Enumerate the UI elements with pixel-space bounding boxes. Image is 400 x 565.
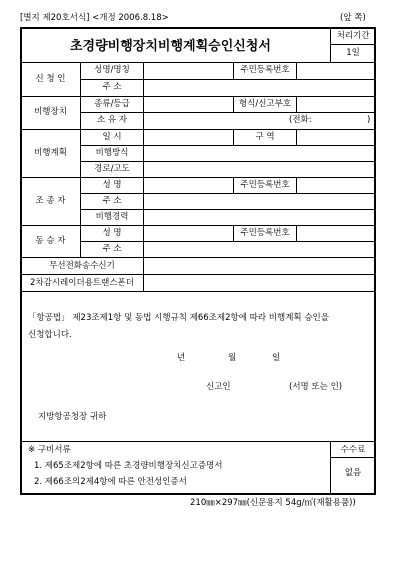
document-item-1: 1. 제65조제2항에 따른 초경량비행장치신고증명서 bbox=[34, 461, 223, 471]
device-phone-close: ) bbox=[367, 115, 371, 125]
date-month: 월 bbox=[228, 353, 237, 363]
plan-area-label: 구 역 bbox=[255, 132, 275, 142]
applicant-signature-label: 신고인 bbox=[206, 382, 231, 392]
fee-label: 수수료 bbox=[340, 445, 366, 455]
documents-heading: ※ 구비서류 bbox=[28, 445, 71, 455]
plan-route-label: 경로/고도 bbox=[94, 164, 130, 174]
form-title: 초경량비행장치비행계획승인신청서 bbox=[70, 39, 271, 54]
applicant-section: 신 청 인 bbox=[35, 74, 66, 84]
passenger-address-label: 주 소 bbox=[102, 244, 122, 254]
date-day: 일 bbox=[272, 353, 281, 363]
document-item-2: 2. 제66조의2제4항에 따른 안전성인증서 bbox=[34, 477, 187, 487]
device-section: 비행장치 bbox=[34, 107, 67, 117]
passenger-section: 동 승 자 bbox=[35, 236, 66, 246]
passenger-name-label: 성 명 bbox=[102, 228, 122, 238]
paper-spec: 210㎜×297㎜(신문용지 54g/㎡(재활용품)) bbox=[190, 498, 356, 508]
applicant-name-label: 성명/명칭 bbox=[94, 65, 130, 75]
form-id: [별지 제20호서식] <개정 2006.8.18> bbox=[20, 13, 169, 23]
applicant-id-label: 주민등록번호 bbox=[240, 65, 290, 75]
application-statement: 「항공법」 제23조제1항 및 동법 시행규칙 제66조제2항에 따라 비행계획 승인을 신청합니다. bbox=[28, 313, 329, 340]
transponder-label: 2차감시레이더용트랜스폰더 bbox=[30, 278, 134, 288]
pilot-section: 조 종 자 bbox=[35, 196, 66, 206]
fee-value: 없음 bbox=[344, 468, 362, 478]
passenger-id-label: 주민등록번호 bbox=[240, 228, 290, 238]
pilot-experience-label: 비행경력 bbox=[95, 212, 129, 222]
page-side: (앞 쪽) bbox=[340, 13, 366, 23]
processing-value: 1일 bbox=[346, 48, 360, 58]
radio-label: 무선전화송수신기 bbox=[49, 261, 115, 271]
device-owner-label: 소 유 자 bbox=[96, 115, 128, 125]
processing-label: 처리기간 bbox=[336, 31, 370, 41]
date-year: 년 bbox=[177, 353, 186, 363]
plan-method-label: 비행방식 bbox=[95, 148, 129, 158]
pilot-name-label: 성 명 bbox=[102, 180, 122, 190]
pilot-id-label: 주민등록번호 bbox=[240, 180, 290, 190]
plan-datetime-label: 일 시 bbox=[102, 132, 122, 142]
signature-note: (서명 또는 인) bbox=[289, 382, 343, 392]
device-phone-label: (전화: bbox=[289, 115, 312, 125]
applicant-address-label: 주 소 bbox=[102, 82, 122, 92]
plan-section: 비행계획 bbox=[34, 148, 67, 158]
pilot-address-label: 주 소 bbox=[102, 196, 122, 206]
recipient: 지방항공청장 귀하 bbox=[38, 412, 107, 422]
device-model-label: 형식/신고부호 bbox=[238, 99, 292, 109]
device-type-label: 종류/등급 bbox=[94, 99, 130, 109]
